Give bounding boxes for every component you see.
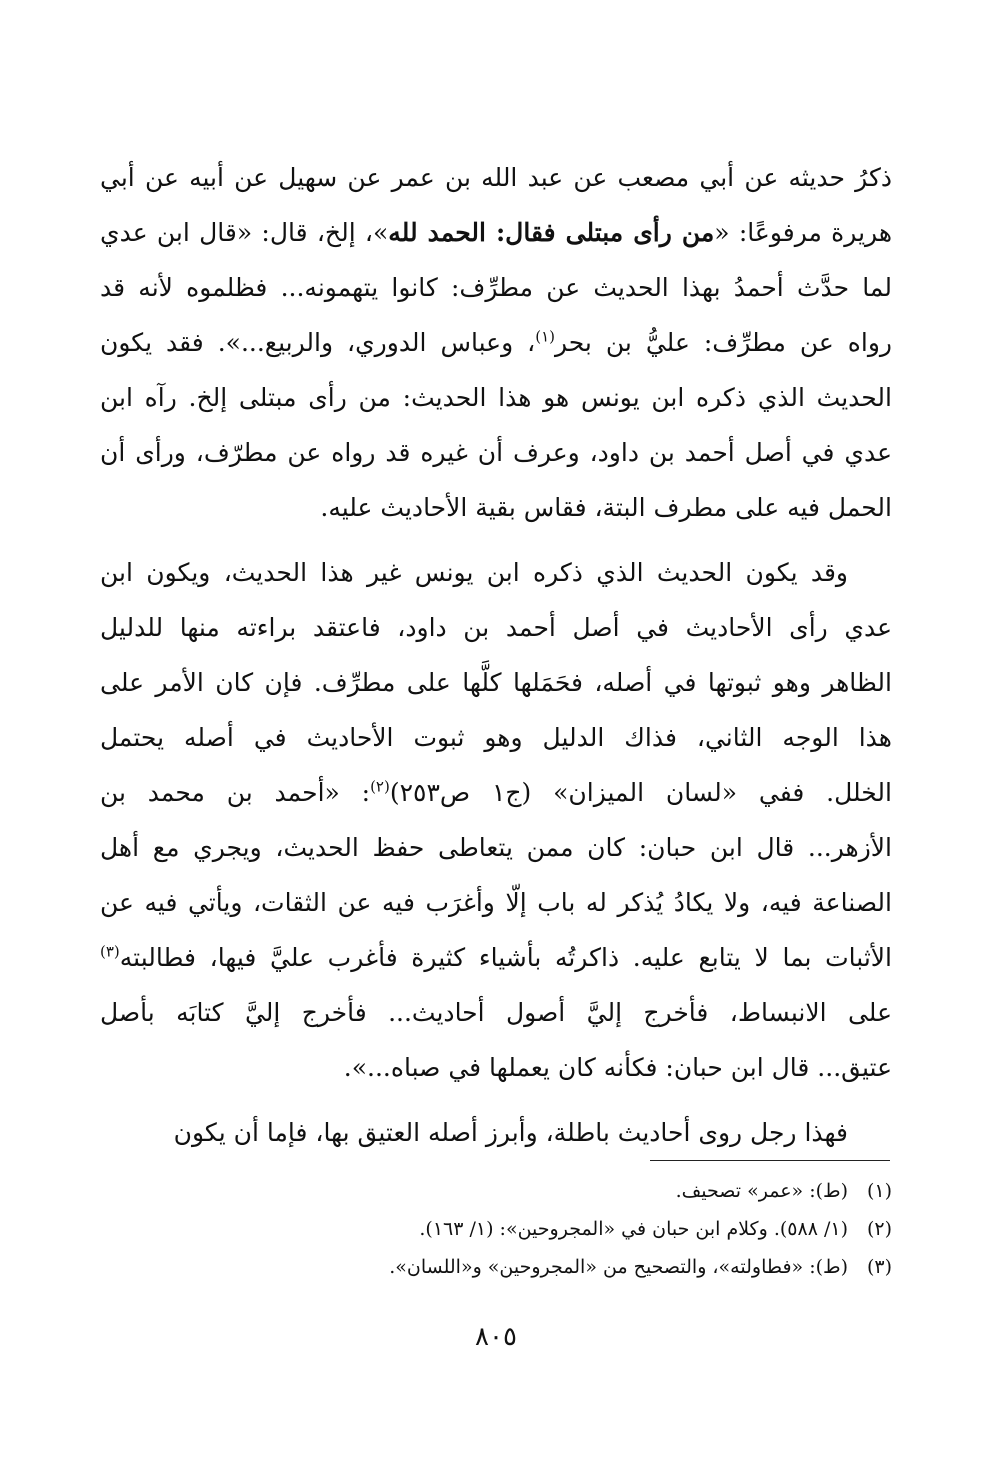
- text-line: عتيق... قال ابن حبان: فكأنه كان يعملها في صباه...».: [343, 1053, 892, 1082]
- hadith-quote-bold: من رأى مبتلى فقال: الحمد لله: [388, 218, 715, 247]
- footnote-number: (١): [866, 1180, 892, 1202]
- paragraph-3: [100, 1105, 892, 1160]
- text-line: عدي رأى الأحاديث في أصل أحمد بن داود، فاعتقد براءته منها للدليل: [100, 613, 892, 642]
- footnote-1: [100, 1172, 892, 1210]
- footnote-3: [100, 1248, 892, 1286]
- text-line: ذكرُ حديثه عن أبي مصعب عن عبد الله بن عمر عن سهيل عن أبيه عن أبي: [100, 163, 892, 192]
- footnote-marker-3[interactable]: (٣): [100, 942, 120, 961]
- footnote-marker-1[interactable]: (١): [535, 327, 555, 346]
- text-line: لما حدَّث أحمدُ بهذا الحديث عن مطرِّف: كانوا يتهمونه... فظلموه لأنه قد: [100, 273, 892, 302]
- text-line: الخلل. ففي «لسان الميزان» (ج١ ص٢٥٣)$^{(٢)}$: «أحمد بن محمد بن: [100, 777, 892, 807]
- footnote-text: (ط): «فطاولته»، والتصحيح من «المجروحين» و«اللسان».: [389, 1256, 848, 1278]
- footnote-text: (١/ ٥٨٨). وكلام ابن حبان في «المجروحين»: (١/ ١٦٣).: [419, 1218, 848, 1240]
- page-number: ٨٠٥: [475, 1322, 517, 1352]
- footnote-2: [100, 1210, 892, 1248]
- text-line: الظاهر وهو ثبوتها في أصله، فحَمَلها كلَّها على مطرِّف. فإن كان الأمر على: [100, 668, 892, 697]
- text-line: وقد يكون الحديث الذي ذكره ابن يونس غير هذا الحديث، ويكون ابن: [100, 558, 848, 587]
- text-line: هذا الوجه الثاني، فذاك الدليل وهو ثبوت الأحاديث في أصله يحتمل: [100, 723, 892, 752]
- text-line: هريرة مرفوعًا: «من رأى مبتلى فقال: الحمد لله»، إلخ، قال: «قال ابن عدي: [100, 218, 892, 247]
- footnote-marker-2[interactable]: (٢): [370, 777, 390, 796]
- footnote-text: (ط): «عمر» تصحيف.: [675, 1180, 848, 1202]
- paragraph-2: [100, 545, 892, 1095]
- text-line: الحديث الذي ذكره ابن يونس هو هذا الحديث: من رأى مبتلى إلخ. رآه ابن: [100, 383, 892, 412]
- text-line: الحمل فيه على مطرف البتة، فقاس بقية الأحاديث عليه.: [320, 493, 892, 522]
- text-line: الصناعة فيه، ولا يكادُ يُذكر له باب إلّا وأغرَب فيه عن الثقات، ويأتي فيه عن: [100, 888, 892, 917]
- text-line: الأثبات بما لا يتابع عليه. ذاكرتُه بأشياء كثيرة فأغرب عليَّ فيها، فطالبته$^{(٣)}$: [100, 942, 892, 972]
- footnote-number: (٢): [866, 1218, 892, 1240]
- text-line: على الانبساط، فأخرج إليَّ أصول أحاديث... فأخرج إليَّ كتابَه بأصل: [100, 998, 892, 1027]
- text-line: فهذا رجل روى أحاديث باطلة، وأبرز أصله العتيق بها، فإما أن يكون: [173, 1118, 848, 1147]
- page-body: [100, 150, 892, 1160]
- paragraph-1: [100, 150, 892, 535]
- footnotes: [100, 1172, 892, 1286]
- text-line: رواه عن مطرِّف: عليُّ بن بحر$^{(١)}$، وعباس الدوري، والربيع...». فقد يكون: [100, 327, 892, 357]
- footnote-number: (٣): [866, 1256, 892, 1278]
- text-line: الأزهر... قال ابن حبان: كان ممن يتعاطى حفظ الحديث، ويجري مع أهل: [100, 833, 892, 862]
- text-line: عدي في أصل أحمد بن داود، وعرف أن غيره قد رواه عن مطرّف، ورأى أن: [100, 438, 892, 467]
- footnote-divider: [650, 1160, 890, 1161]
